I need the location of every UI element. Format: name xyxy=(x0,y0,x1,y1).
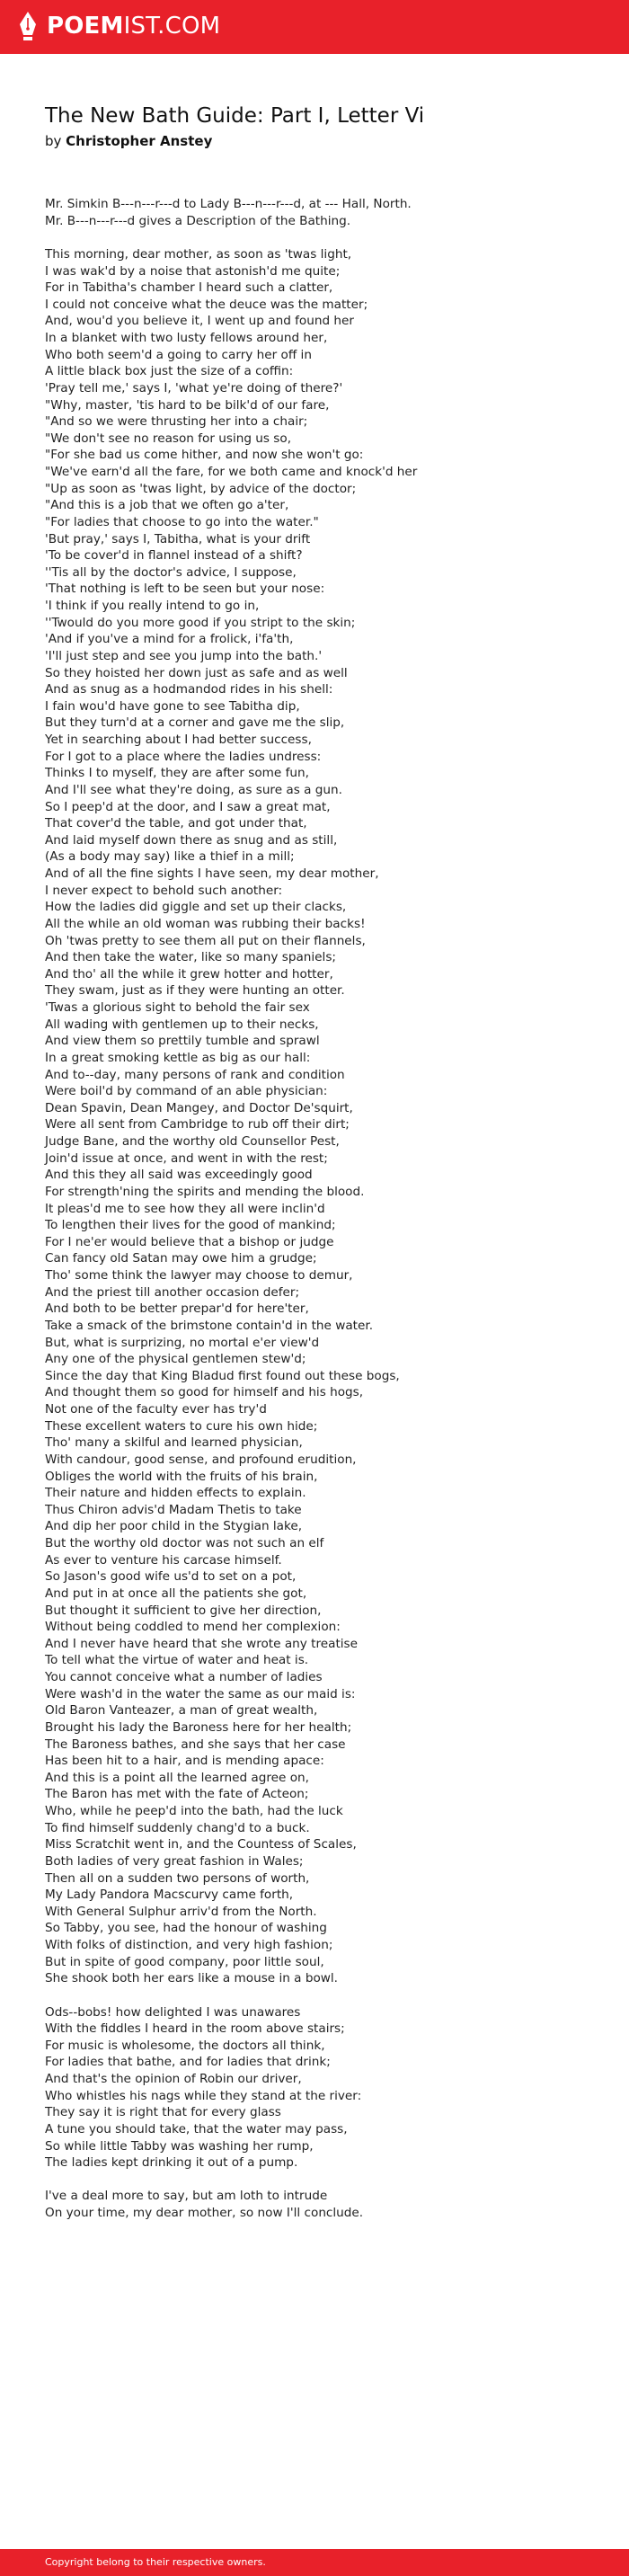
poem-line: And this is a point all the learned agree on, xyxy=(45,1770,309,1785)
site-logo[interactable] xyxy=(18,11,220,41)
poem-line: Not one of the faculty ever has try'd xyxy=(45,1402,267,1417)
stanza-break xyxy=(45,229,602,246)
poem-line: And laid myself down there as snug and as still, xyxy=(45,832,338,848)
poem-line: Who whistles his nags while they stand at the river: xyxy=(45,2088,362,2103)
poem-line: 'That nothing is left to be seen but your nose: xyxy=(45,582,325,597)
poem-line: Miss Scratchit went in, and the Countess of Scales, xyxy=(45,1837,357,1852)
poem-line: Were boil'd by command of an able physician: xyxy=(45,1084,328,1099)
poem-line: Mr. B---n---r---d gives a Description of the Bathing. xyxy=(45,213,351,228)
poem-line: Thus Chiron advis'd Madam Thetis to take xyxy=(45,1502,302,1517)
poem-line: I fain wou'd have gone to see Tabitha dip, xyxy=(45,698,300,714)
poem-line: Obliges the world with the fruits of his brain, xyxy=(45,1469,318,1484)
poem-line: This morning, dear mother, as soon as 'twas light, xyxy=(45,246,352,262)
poem-line: In a blanket with two lusty fellows around her, xyxy=(45,331,328,345)
poem-line: I could not conceive what the deuce was the matter; xyxy=(45,297,368,312)
poem-line: Can fancy old Satan may owe him a grudge; xyxy=(45,1251,317,1266)
site-footer xyxy=(0,2549,629,2576)
poem-line: "We don't see no reason for using us so, xyxy=(45,431,292,446)
poem-line: "We've earn'd all the fare, for we both came and knock'd her xyxy=(45,465,418,479)
poem-line: You cannot conceive what a number of ladies xyxy=(45,1670,323,1684)
poem-line: She shook both her ears like a mouse in a bowl. xyxy=(45,1971,338,1986)
poem-line: For I ne'er would believe that a bishop or judge xyxy=(45,1234,334,1249)
poem-line: But thought it sufficient to give her direction, xyxy=(45,1603,322,1618)
footer-copyright: Copyright belong to their respective owners. xyxy=(45,2556,266,2568)
poem-line: So Jason's good wife us'd to set on a pot, xyxy=(45,1569,297,1585)
poem-line: My Lady Pandora Macscurvy came forth, xyxy=(45,1888,294,1903)
poem-line: And I'll see what they're doing, as sure as a gun. xyxy=(45,782,342,797)
poem-line: 'Twas a glorious sight to behold the fair sex xyxy=(45,1000,310,1015)
poem-line: "For ladies that choose to go into the water." xyxy=(45,514,319,529)
poem-line: And both to be better prepar'd for here'ter, xyxy=(45,1301,309,1317)
poem-line: ''Twould do you more good if you stript to the skin; xyxy=(45,615,356,630)
poem-line: 'To be cover'd in flannel instead of a shift? xyxy=(45,548,303,564)
poem-title: The New Bath Guide: Part I, Letter Vi xyxy=(45,104,425,128)
poem-line: So while little Tabby was washing her rump, xyxy=(45,2138,314,2154)
poem-line: And put in at once all the patients she got, xyxy=(45,1586,307,1601)
poem-line: Who, while he peep'd into the bath, had the luck xyxy=(45,1804,343,1818)
poem-line: They say it is right that for every glass xyxy=(45,2105,281,2120)
poem-line: And dip her poor child in the Stygian lake, xyxy=(45,1519,303,1534)
poem-line: "Up as soon as 'twas light, by advice of the doctor; xyxy=(45,481,357,496)
poem-line: So Tabby, you see, had the honour of washing xyxy=(45,1921,327,1936)
poem-line: 'I think if you really intend to go in, xyxy=(45,599,260,613)
poem-line: Join'd issue at once, and went in with the rest; xyxy=(45,1150,328,1166)
poem-line: ''Tis all by the doctor's advice, I suppose, xyxy=(45,564,297,580)
poem-line: And to--day, many persons of rank and condition xyxy=(45,1067,345,1082)
poem-line: They swam, just as if they were hunting an otter. xyxy=(45,983,345,999)
poem-line: With folks of distinction, and very high fashion; xyxy=(45,1938,333,1952)
poem-line: The ladies kept drinking it out of a pump. xyxy=(45,2155,298,2171)
poem-line: For music is wholesome, the doctors all think, xyxy=(45,2038,325,2053)
poem-author: Christopher Anstey xyxy=(66,133,213,149)
poem-line: "And this is a job that we often go a'ter, xyxy=(45,498,289,513)
poem-line: I was wak'd by a noise that astonish'd me quite; xyxy=(45,263,341,279)
poem-line: Brought his lady the Baroness here for her health; xyxy=(45,1719,352,1735)
poem-line: Without being coddled to mend her complexion: xyxy=(45,1620,341,1635)
poem-line: Their nature and hidden effects to explain. xyxy=(45,1486,306,1501)
poem-line: But the worthy old doctor was not such an elf xyxy=(45,1536,324,1550)
poem-line: Yet in searching about I had better success, xyxy=(45,733,312,747)
poem-body xyxy=(45,196,602,2222)
poem-line: And view them so prettily tumble and sprawl xyxy=(45,1034,320,1049)
poem-line: A tune you should take, that the water may pass, xyxy=(45,2121,348,2136)
poem-line: Old Baron Vanteazer, a man of great wealth, xyxy=(45,1703,318,1719)
poem-line: To tell what the virtue of water and heat is. xyxy=(45,1653,309,1668)
poem-line: How the ladies did giggle and set up their clacks, xyxy=(45,900,347,915)
poem-line: And tho' all the while it grew hotter and hotter, xyxy=(45,966,333,982)
poem-line: So I peep'd at the door, and I saw a great mat, xyxy=(45,799,331,814)
pen-nib-icon xyxy=(18,11,38,41)
poem-line: Were all sent from Cambridge to rub off their dirt; xyxy=(45,1117,350,1133)
poem-line: But they turn'd at a corner and gave me the slip, xyxy=(45,715,345,731)
poem-line: Both ladies of very great fashion in Wales; xyxy=(45,1853,304,1869)
poem-line: In a great smoking kettle as big as our hall: xyxy=(45,1050,311,1065)
poem-line: "For she bad us come hither, and now she won't go: xyxy=(45,448,364,463)
poem-line: Take a smack of the brimstone contain'd in the water. xyxy=(45,1318,374,1333)
poem-line: For I got to a place where the ladies undress: xyxy=(45,749,322,764)
poem-line: And as snug as a hodmandod rides in his shell: xyxy=(45,682,333,697)
logo-text-bold: POEM xyxy=(47,13,124,40)
poem-line: And of all the fine sights I have seen, my dear mother, xyxy=(45,866,379,881)
poem-line: Oh 'twas pretty to see them all put on their flannels, xyxy=(45,933,366,948)
stanza-break xyxy=(45,2172,602,2189)
poem-line: For ladies that bathe, and for ladies that drink; xyxy=(45,2055,331,2070)
poem-line: Mr. Simkin B---n---r---d to Lady B---n---r---d, at --- Hall, North. xyxy=(45,197,412,211)
poem-line: That cover'd the table, and got under that, xyxy=(45,816,307,831)
poem-line: And, wou'd you believe it, I went up and found her xyxy=(45,314,354,329)
poem-line: It pleas'd me to see how they all were inclin'd xyxy=(45,1201,325,1216)
poem-line: Since the day that King Bladud first found out these bogs, xyxy=(45,1368,400,1383)
poem-line: The Baroness bathes, and she says that her case xyxy=(45,1737,346,1752)
poem-line: Tho' many a skilful and learned physician, xyxy=(45,1435,303,1451)
poem-line: For in Tabitha's chamber I heard such a clatter, xyxy=(45,280,333,296)
poem-line: These excellent waters to cure his own hide; xyxy=(45,1418,318,1434)
poem-line: Any one of the physical gentlemen stew'd; xyxy=(45,1352,306,1367)
poem-line: With the fiddles I heard in the room above stairs; xyxy=(45,2021,345,2037)
poem-line: And I never have heard that she wrote any treatise xyxy=(45,1636,359,1651)
poem-line: 'But pray,' says I, Tabitha, what is your drift xyxy=(45,531,311,546)
poem-line: 'And if you've a mind for a frolick, i'fa'th, xyxy=(45,632,294,647)
poem-line: "And so we were thrusting her into a chair; xyxy=(45,414,308,430)
poem-line: But, what is surprizing, no mortal e'er view'd xyxy=(45,1335,320,1350)
poem-line: And thought them so good for himself and his hogs, xyxy=(45,1385,364,1400)
site-logo-text xyxy=(47,13,220,40)
poem-line: With General Sulphur arriv'd from the North. xyxy=(45,1904,317,1919)
poem-line: Ods--bobs! how delighted I was unawares xyxy=(45,2004,301,2020)
poem-line: On your time, my dear mother, so now I'll conclude. xyxy=(45,2206,364,2220)
poem-line: For strength'ning the spirits and mending the blood. xyxy=(45,1184,365,1199)
poem-line: And that's the opinion of Robin our driver, xyxy=(45,2072,302,2086)
poem-byline xyxy=(45,133,212,149)
poem-line: And this they all said was exceedingly good xyxy=(45,1168,313,1183)
site-header xyxy=(0,0,629,54)
poem-line: Judge Bane, and the worthy old Counsellor Pest, xyxy=(45,1134,340,1149)
poem-line: Thinks I to myself, they are after some fun, xyxy=(45,766,309,781)
poem-line: I've a deal more to say, but am loth to intrude xyxy=(45,2189,328,2204)
poem-line: Dean Spavin, Dean Mangey, and Doctor De'squirt, xyxy=(45,1100,353,1115)
poem-line: With candour, good sense, and profound erudition, xyxy=(45,1452,357,1467)
poem-line: (As a body may say) like a thief in a mill; xyxy=(45,849,295,865)
poem-line: Were wash'd in the water the same as our maid is: xyxy=(45,1686,356,1701)
poem-line: But in spite of good company, poor little soul, xyxy=(45,1954,324,1969)
poem-line: A little black box just the size of a coffin: xyxy=(45,364,294,379)
poem-line: Who both seem'd a going to carry her off in xyxy=(45,347,312,362)
poem-line: "Why, master, 'tis hard to be bilk'd of our fare, xyxy=(45,397,330,413)
poem-line: 'Pray tell me,' says I, 'what ye're doing of there?' xyxy=(45,380,343,395)
poem-line: So they hoisted her down just as safe and as well xyxy=(45,665,348,680)
poem-line: All wading with gentlemen up to their necks, xyxy=(45,1017,319,1032)
poem-line: I never expect to behold such another: xyxy=(45,883,283,898)
poem-line: Then all on a sudden two persons of worth, xyxy=(45,1870,310,1886)
logo-text-thin: IST.COM xyxy=(123,13,221,40)
by-label: by xyxy=(45,133,66,149)
poem-line: To find himself suddenly chang'd to a buck. xyxy=(45,1820,310,1835)
poem-line: And the priest till another occasion defer; xyxy=(45,1284,300,1300)
poem-line: Tho' some think the lawyer may choose to demur, xyxy=(45,1268,353,1283)
poem-line: And then take the water, like so many spaniels; xyxy=(45,950,336,965)
stanza-break xyxy=(45,1987,602,2004)
poem-line: As ever to venture his carcase himself. xyxy=(45,1552,282,1568)
poem-line: 'I'll just step and see you jump into the bath.' xyxy=(45,648,323,663)
poem-line: The Baron has met with the fate of Acteon; xyxy=(45,1787,309,1802)
poem-line: Has been hit to a hair, and is mending apace: xyxy=(45,1754,324,1769)
poem-line: To lengthen their lives for the good of mankind; xyxy=(45,1218,336,1233)
poem-line: All the while an old woman was rubbing their backs! xyxy=(45,916,366,931)
